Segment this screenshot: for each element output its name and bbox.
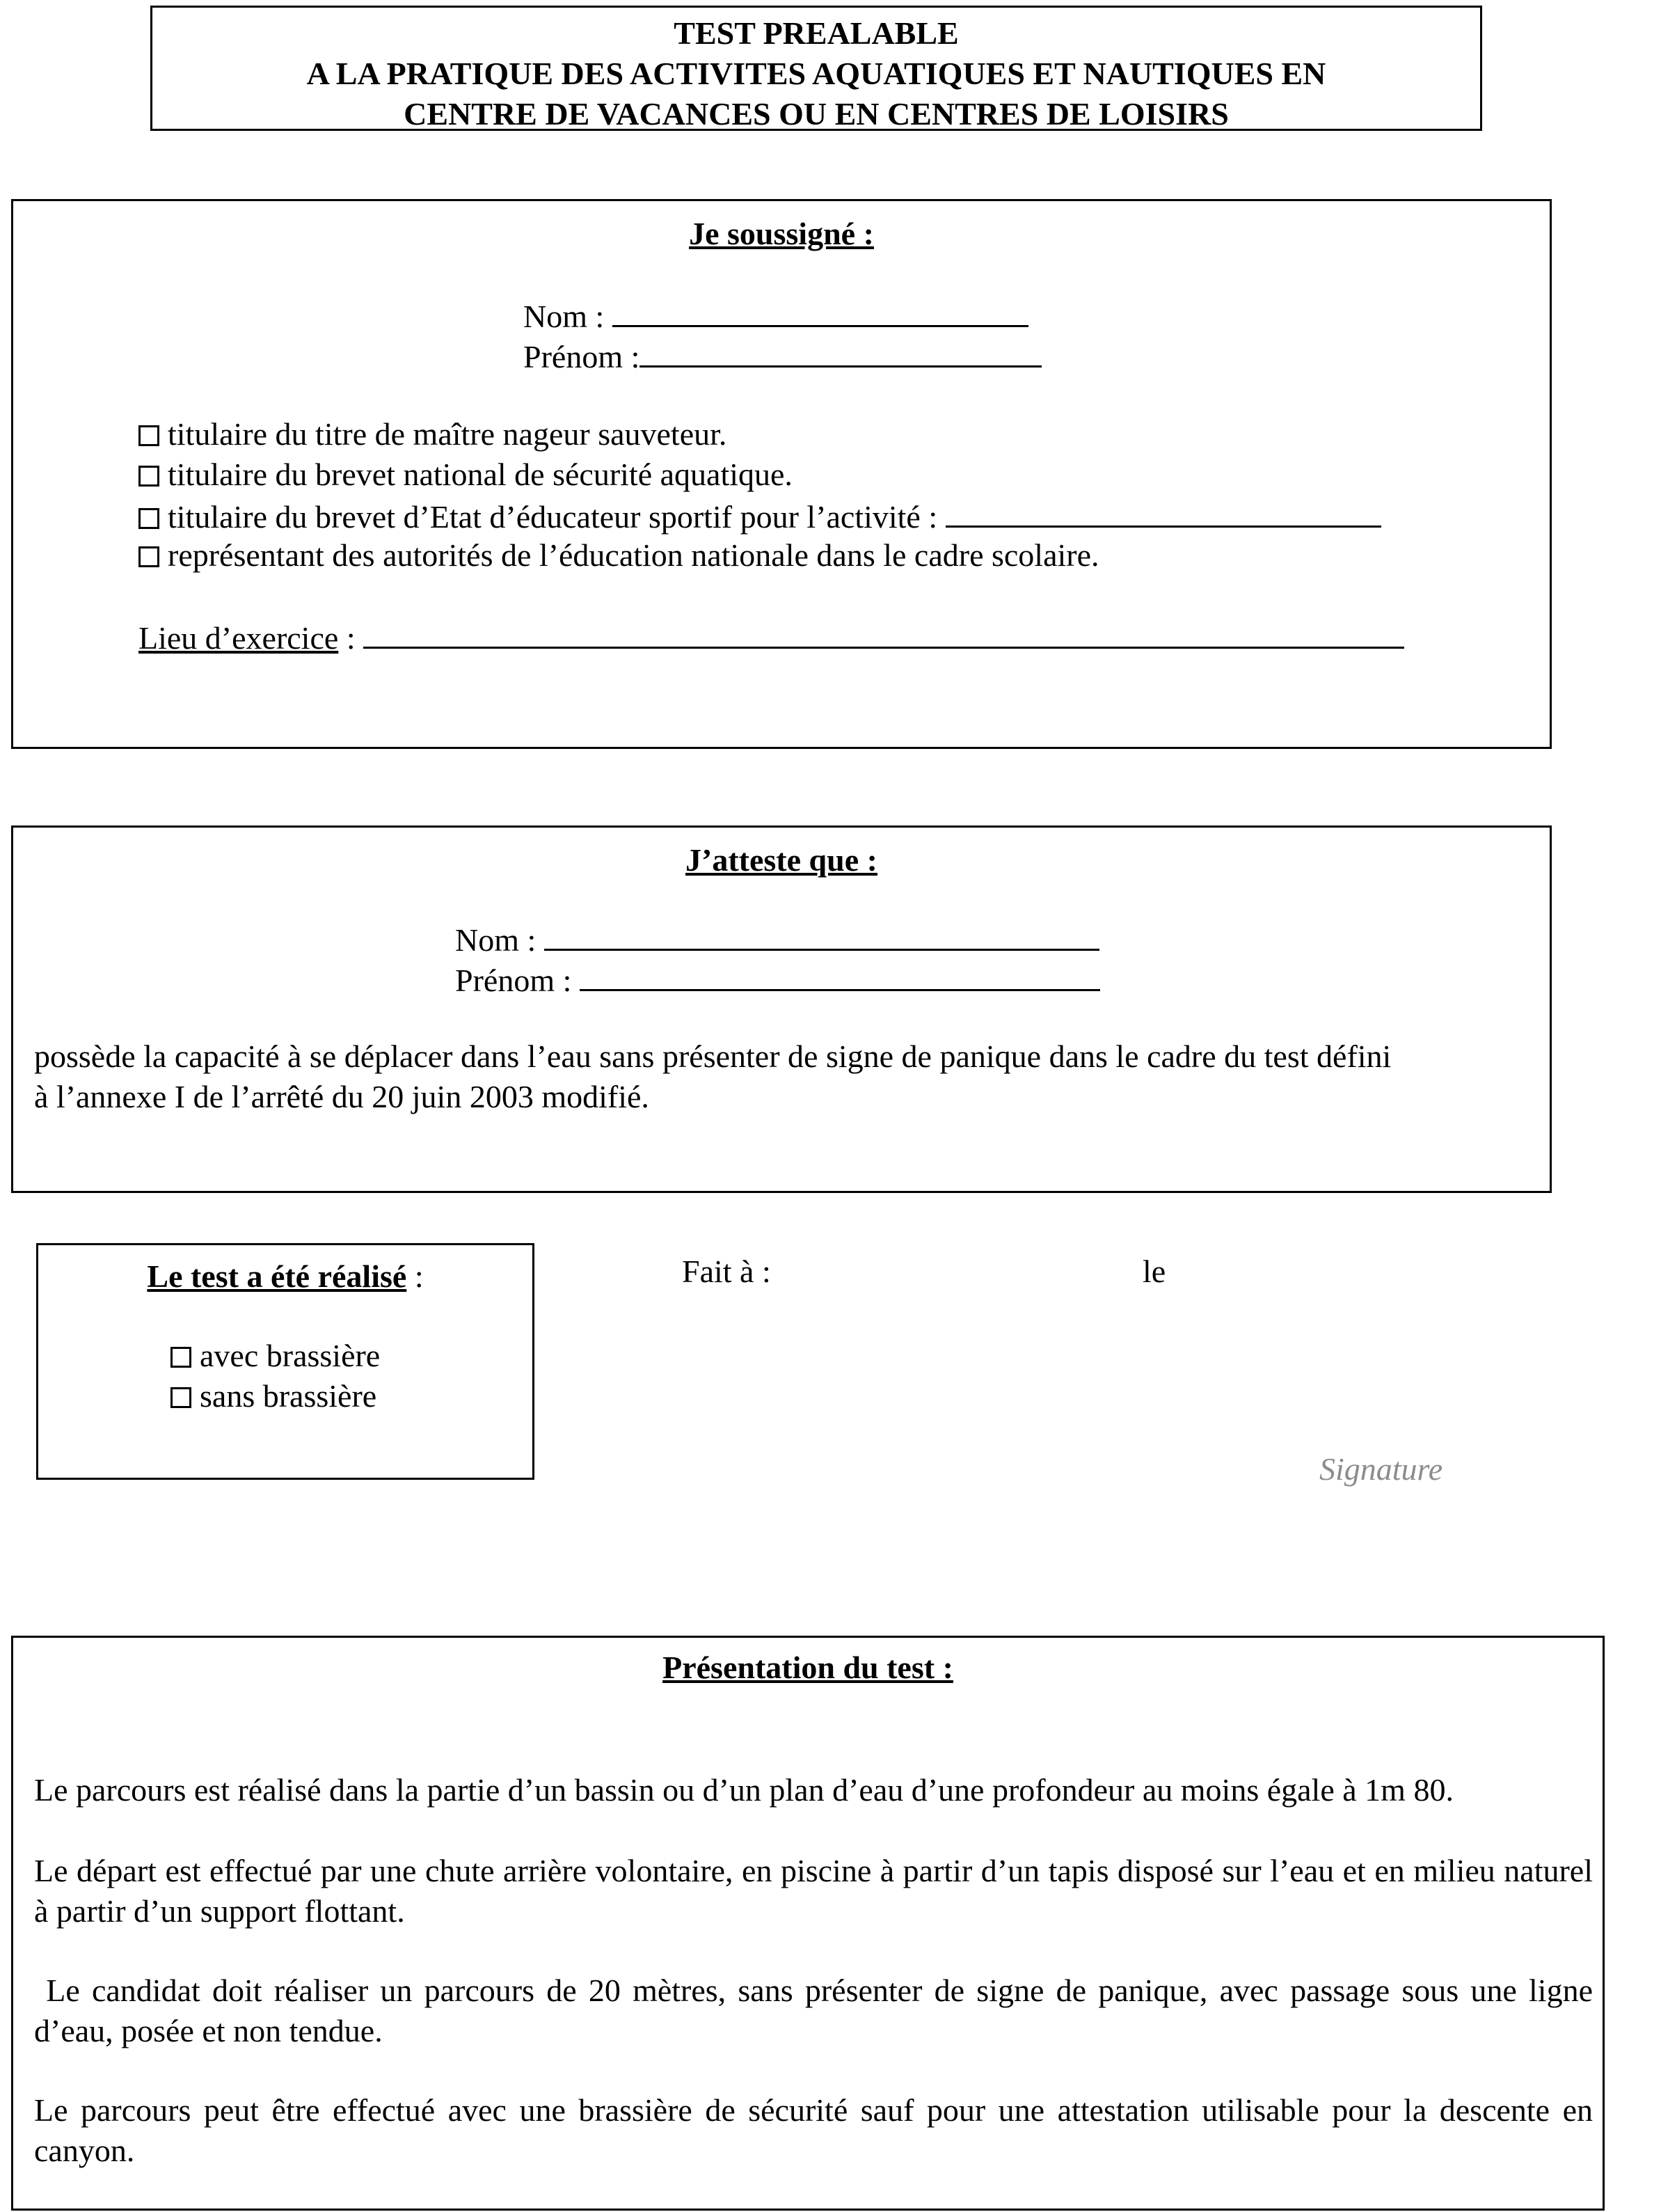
signature-label: Signature — [1319, 1451, 1443, 1487]
nom-field[interactable] — [612, 294, 1028, 327]
presentation-paragraph: Le départ est effectué par une chute arrière volontaire, en piscine à partir d’un tapis disposé sur l’eau et en milieu naturel à partir d’un support flottant. — [34, 1853, 1593, 1929]
test-realise-box — [36, 1243, 534, 1480]
presentation-heading: Présentation du test : — [662, 1650, 953, 1685]
test-realise-heading-row — [38, 1256, 532, 1297]
title-box — [150, 6, 1482, 131]
soussigne-heading: Je soussigné : — [689, 216, 874, 251]
lieu-label: Lieu d’exercice — [138, 620, 339, 656]
date-label: le — [1143, 1254, 1166, 1289]
title-line-1: TEST PREALABLE — [674, 15, 959, 51]
lieu-colon: : — [346, 620, 356, 656]
option-education-nationale[interactable] — [138, 535, 1099, 576]
atteste-nom-row — [455, 918, 1099, 961]
atteste-box — [11, 825, 1552, 1193]
option-bnssa[interactable] — [138, 455, 793, 495]
test-realise-heading: Le test a été réalisé — [147, 1258, 407, 1294]
option-avec-brassiere[interactable] — [170, 1336, 380, 1376]
soussigne-box — [11, 199, 1552, 749]
activite-field[interactable] — [946, 495, 1381, 528]
prenom-label: Prénom : — [523, 339, 640, 374]
title-line-2: A LA PRATIQUE DES ACTIVITES AQUATIQUES ET NAUTIQUES EN — [306, 56, 1326, 91]
prenom-field[interactable] — [639, 335, 1042, 368]
checkbox-icon[interactable] — [138, 466, 159, 487]
option-label: sans brassière — [200, 1378, 377, 1414]
nom-field[interactable] — [544, 918, 1099, 951]
checkbox-icon[interactable] — [138, 508, 159, 529]
option-mns[interactable] — [138, 414, 726, 455]
nom-label: Nom : — [455, 922, 537, 958]
atteste-statement-line-2: à l’annexe I de l’arrêté du 20 juin 2003 modifié. — [34, 1079, 649, 1114]
checkbox-icon[interactable] — [170, 1347, 191, 1368]
option-beees[interactable] — [138, 495, 1381, 537]
presentation-paragraph: Le candidat doit réaliser un parcours de 20 mètres, sans présenter de signe de panique, avec passage sous une ligne d’eau, posée et non tendue. — [34, 1973, 1601, 2048]
prenom-label: Prénom : — [455, 963, 572, 998]
atteste-prenom-row — [455, 958, 1100, 1001]
option-label: titulaire du brevet d’Etat d’éducateur sportif pour l’activité : — [168, 499, 938, 535]
option-label: titulaire du titre de maître nageur sauveteur. — [168, 416, 727, 452]
atteste-statement-line-1: possède la capacité à se déplacer dans l’eau sans présenter de signe de panique dans le cadre du test défini — [34, 1038, 1392, 1074]
checkbox-icon[interactable] — [170, 1387, 191, 1408]
lieu-field[interactable] — [363, 616, 1404, 649]
atteste-heading: J’atteste que : — [685, 842, 877, 878]
nom-label: Nom : — [523, 299, 605, 334]
title-line-3: CENTRE DE VACANCES OU EN CENTRES DE LOISIRS — [404, 96, 1229, 132]
soussigne-prenom-row — [523, 335, 1042, 377]
lieu-row — [138, 616, 1404, 658]
soussigne-nom-row — [523, 294, 1028, 337]
option-label: avec brassière — [200, 1338, 381, 1373]
checkbox-icon[interactable] — [138, 425, 159, 446]
presentation-paragraph: Le parcours peut être effectué avec une brassière de sécurité sauf pour une attestation utilisable pour la descente en canyon. — [34, 2092, 1593, 2168]
option-sans-brassiere[interactable] — [170, 1376, 376, 1416]
presentation-box — [11, 1636, 1605, 2211]
checkbox-icon[interactable] — [138, 546, 159, 567]
option-label: titulaire du brevet national de sécurité aquatique. — [168, 457, 793, 492]
test-realise-colon: : — [414, 1258, 424, 1294]
presentation-paragraph: Le parcours est réalisé dans la partie d’un bassin ou d’un plan d’eau d’une profondeur au moins égale à 1m 80. — [34, 1772, 1454, 1808]
option-label: représentant des autorités de l’éducation nationale dans le cadre scolaire. — [168, 537, 1099, 573]
prenom-field[interactable] — [580, 958, 1100, 991]
fait-a-label: Fait à : — [682, 1254, 771, 1289]
